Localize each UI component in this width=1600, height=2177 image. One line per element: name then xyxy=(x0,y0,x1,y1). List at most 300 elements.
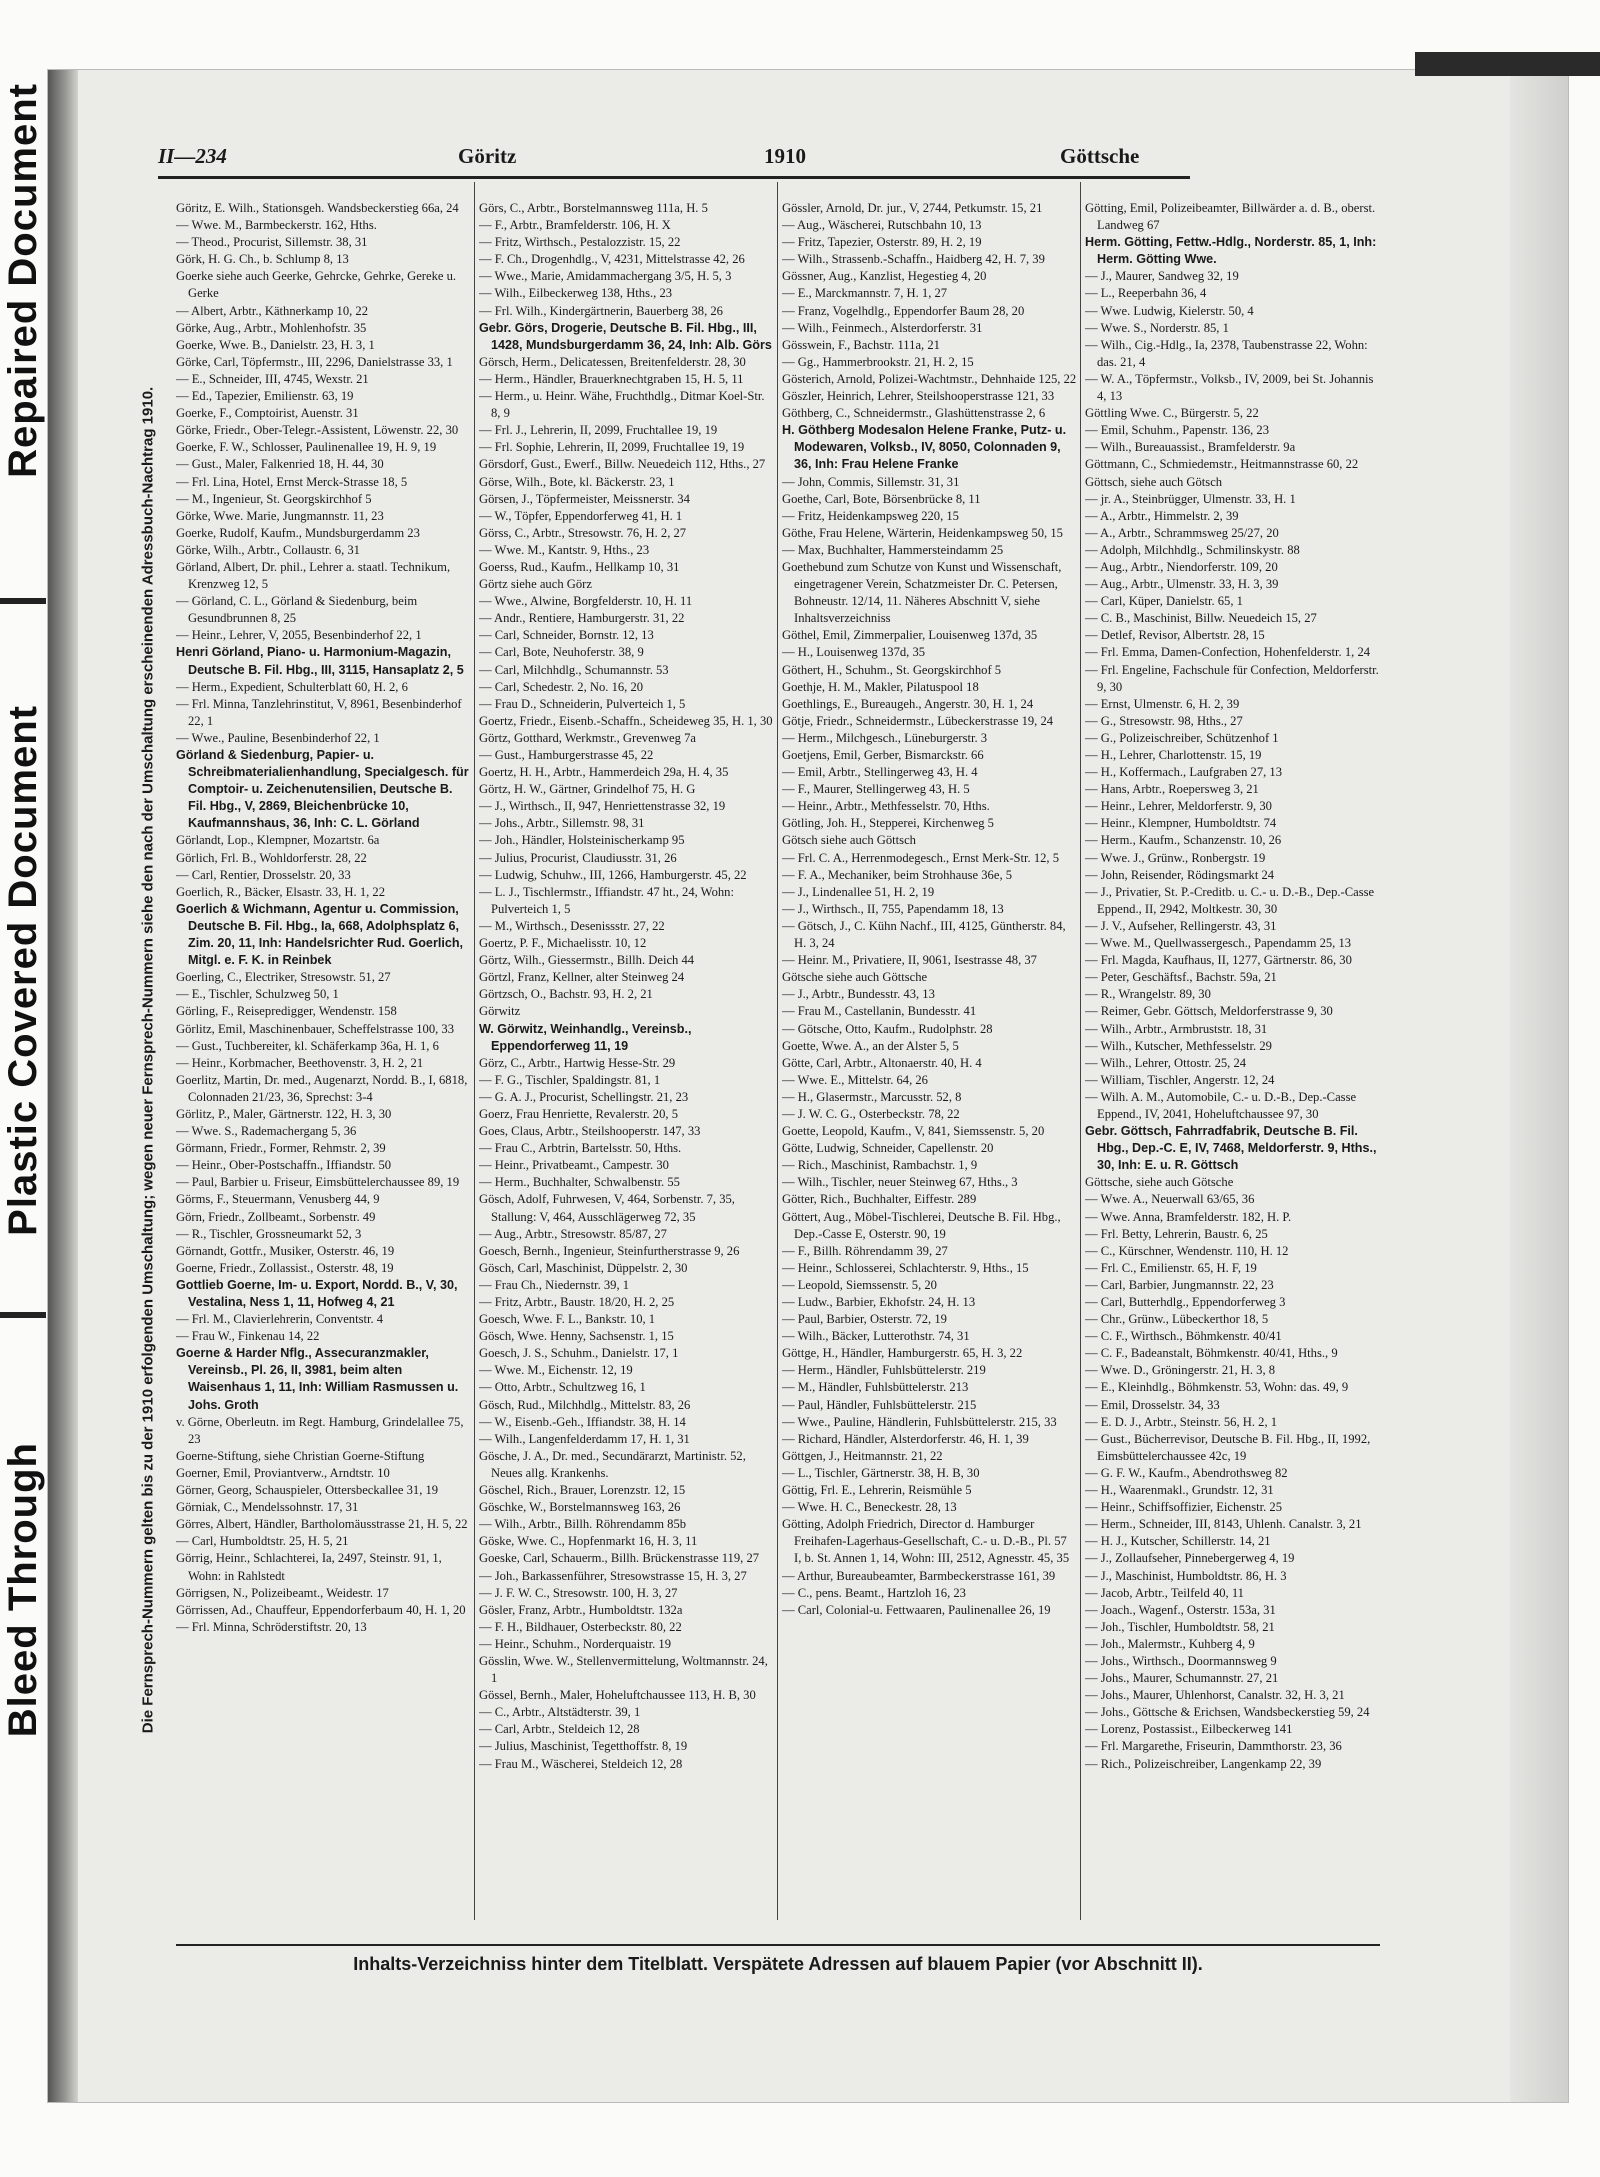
directory-entry: — Gust., Tuchbereiter, kl. Schäferkamp 36a, H. 1, 6 xyxy=(176,1038,439,1053)
directory-entry: Goertz, H. H., Arbtr., Hammerdeich 29a, H. 4, 35 xyxy=(479,765,729,780)
directory-entry: Göttgen, J., Heitmannstr. 21, 22 xyxy=(782,1448,943,1463)
directory-entry: — Wwe., Marie, Amidammachergang 3/5, H. 5, 3 xyxy=(479,269,732,284)
directory-entry: — Ernst, Ulmenstr. 6, H. 2, 39 xyxy=(1085,696,1240,711)
directory-entry: Göszler, Heinrich, Lehrer, Steilshooperstrasse 121, 33 xyxy=(782,389,1055,404)
directory-entry: — Richard, Händler, Alsterdorferstr. 46, H. 1, 39 xyxy=(782,1431,1029,1446)
directory-entry: — F., Maurer, Stellingerweg 43, H. 5 xyxy=(782,782,970,797)
directory-entry: Göschke, W., Borstelmannsweg 163, 26 xyxy=(479,1500,681,1515)
directory-entry: — Wilh., Langenfelderdamm 17, H. 1, 31 xyxy=(479,1431,690,1446)
directory-entry: — M., Händler, Fuhlsbüttelerstr. 213 xyxy=(782,1380,969,1395)
directory-entry: — Wilh., Kutscher, Methfesselstr. 29 xyxy=(1085,1038,1272,1053)
directory-entry: — Frl. Lina, Hotel, Ernst Merck-Strasse 18, 5 xyxy=(176,474,408,489)
directory-entry: Gössel, Bernh., Maler, Hoheluftchaussee 113, H. B, 30 xyxy=(479,1688,756,1703)
directory-entry: — Peter, Geschäftsf., Bachstr. 59a, 21 xyxy=(1085,970,1277,985)
directory-entry: — C. F., Wirthsch., Böhmkenstr. 40/41 xyxy=(1085,1329,1282,1344)
column-divider xyxy=(474,182,475,1920)
directory-entry: Görlich, Frl. B., Wohldorferstr. 28, 22 xyxy=(176,850,367,865)
stamp-separator xyxy=(0,598,46,604)
directory-entry: — Detlef, Revisor, Albertstr. 28, 15 xyxy=(1085,628,1265,643)
directory-entry: — Andr., Rentiere, Hamburgerstr. 31, 22 xyxy=(479,611,685,626)
directory-entry: — Heinr., Lehrer, V, 2055, Besenbinderhof 22, 1 xyxy=(176,628,422,643)
page-tab xyxy=(1415,52,1600,76)
directory-entry: Götje, Friedr., Schneidermstr., Lübeckerstrasse 19, 24 xyxy=(782,713,1054,728)
directory-entry: Görtzl, Franz, Kellner, alter Steinweg 24 xyxy=(479,970,685,985)
directory-entry: — Frl. Betty, Lehrerin, Baustr. 6, 25 xyxy=(1085,1226,1268,1241)
directory-entry: — Wilh., Arbtr., Billh. Röhrendamm 85b xyxy=(479,1517,687,1532)
directory-entry: — H., Louisenweg 137d, 35 xyxy=(782,645,926,660)
directory-entry: Goetjens, Emil, Gerber, Bismarckstr. 66 xyxy=(782,748,984,762)
directory-entry: Görke, Wwe. Marie, Jungmannstr. 11, 23 xyxy=(176,508,384,523)
directory-entry: Gösch, Wwe. Henny, Sachsenstr. 1, 15 xyxy=(479,1329,674,1344)
directory-column-2 xyxy=(479,200,774,1920)
directory-entry: Görlitz, Emil, Maschinenbauer, Scheffelstrasse 100, 33 xyxy=(176,1021,455,1036)
directory-entry: Goerke, F., Comptoirist, Auenstr. 31 xyxy=(176,406,359,421)
directory-entry: Goerne & Harder Nflg., Assecuranzmakler, Vereinsb., Pl. 26, II, 3981, beim alten Waisenhaus 1, 11, Inh: William Rasmussen u. Johs. Groth xyxy=(176,1346,459,1412)
directory-entry: Götling, Joh. H., Stepperei, Kirchenweg 5 xyxy=(782,816,994,831)
page-binding-shadow xyxy=(48,70,78,2102)
directory-entry: — W. A., Töpfermstr., Volksb., IV, 2009, bei St. Johannis 4, 13 xyxy=(1085,371,1374,404)
directory-entry: Gösch, Adolf, Fuhrwesen, V, 464, Sorbenstr. 7, 35, Stallung: V, 464, Ausschlägerweg 72, 35 xyxy=(479,1192,735,1224)
directory-entry: Görms, F., Steuermann, Venusberg 44, 9 xyxy=(176,1192,380,1207)
directory-entry: Gösch, Rud., Milchhdlg., Mittelstr. 83, 26 xyxy=(479,1397,691,1412)
footer-rule xyxy=(176,1944,1380,1946)
directory-entry: Gottlieb Goerne, Im- u. Export, Nordd. B., V, 30, Vestalina, Ness 1, 11, Hofweg 4, 21 xyxy=(176,1277,458,1309)
directory-entry: v. Görne, Oberleutn. im Regt. Hamburg, Grindelallee 75, 23 xyxy=(176,1414,464,1446)
directory-entry: Göske, Wwe. C., Hopfenmarkt 16, H. 3, 11 xyxy=(479,1534,698,1549)
directory-entry: — Herm., Händler, Fuhlsbüttelerstr. 219 xyxy=(782,1363,986,1378)
directory-entry: — Carl, Rentier, Drosselstr. 20, 33 xyxy=(176,867,351,882)
directory-entry: W. Görwitz, Weinhandlg., Vereinsb., Eppendorferweg 11, 19 xyxy=(479,1021,692,1053)
directory-entry: Götsche siehe auch Göttsche xyxy=(782,970,928,985)
directory-entry: — Frl. Wilh., Kindergärtnerin, Bauerberg 38, 26 xyxy=(479,303,723,318)
directory-entry: Görland, Albert, Dr. phil., Lehrer a. staatl. Technikum, Krenzweg 12, 5 xyxy=(176,559,451,592)
directory-entry: Gössner, Aug., Kanzlist, Hegestieg 4, 20 xyxy=(782,269,987,284)
directory-entry: — Wilh., Strassenb.-Schaffn., Haidberg 42, H. 7, 39 xyxy=(782,252,1045,267)
directory-entry: — Gust., Maler, Falkenried 18, H. 44, 30 xyxy=(176,457,384,472)
directory-entry: Görtzsch, O., Bachstr. 93, H. 2, 21 xyxy=(479,987,653,1002)
directory-entry: — J., Privatier, St. P.-Creditb. u. C.- u. D.-B., Dep.-Casse Eppend., II, 2942, Moltkestr. 30, 30 xyxy=(1085,884,1375,916)
directory-entry: — J., Maurer, Sandweg 32, 19 xyxy=(1085,269,1239,284)
directory-entry: — Görland, C. L., Görland & Siedenburg, beim Gesundbrunnen 8, 25 xyxy=(176,594,418,626)
directory-entry: — J. V., Aufseher, Rellingerstr. 43, 31 xyxy=(1085,918,1277,933)
directory-entry: — Carl, Milchhdlg., Schumannstr. 53 xyxy=(479,662,669,677)
directory-entry: Görtz siehe auch Görz xyxy=(479,577,592,592)
directory-entry: Goerke, Wwe. B., Danielstr. 23, H. 3, 1 xyxy=(176,337,375,352)
directory-entry: — C. F., Badeanstalt, Böhmkenstr. 40/41, Hths., 9 xyxy=(1085,1346,1338,1361)
directory-entry: Gösswein, F., Bachstr. 111a, 21 xyxy=(782,337,940,352)
directory-entry: Görsdorf, Gust., Ewerf., Billw. Neuedeich 112, Hths., 27 xyxy=(479,457,766,472)
directory-entry: — John, Commis, Sillemstr. 31, 31 xyxy=(782,474,960,489)
page-header xyxy=(158,144,1190,174)
directory-entry: Gösler, Franz, Arbtr., Humboldtstr. 132a xyxy=(479,1602,683,1617)
directory-entry: — Wwe. S., Norderstr. 85, 1 xyxy=(1085,320,1229,335)
directory-entry: Goerz, Frau Henriette, Revalerstr. 20, 5 xyxy=(479,1106,678,1121)
side-note: Die Fernsprech-Nummern gelten bis zu der 1910 erfolgenden Umschaltung; wegen neuer Fernsprech-Nummern siehe den nach der Umschaltung erscheinenden Adressbuch-Nachtrag 1910. xyxy=(139,386,157,1734)
directory-entry: Goette, Wwe. A., an der Alster 5, 5 xyxy=(782,1038,959,1053)
column-divider xyxy=(1080,182,1081,1920)
directory-entry: — Carl, Schedestr. 2, No. 16, 20 xyxy=(479,679,644,694)
directory-entry: — Julius, Maschinist, Tegetthoffstr. 8, 19 xyxy=(479,1739,688,1754)
directory-entry: Görwitz xyxy=(479,1004,521,1019)
directory-entry: — Frau Ch., Niedernstr. 39, 1 xyxy=(479,1277,630,1292)
directory-entry: — F. A., Mechaniker, beim Strohhause 36e, 5 xyxy=(782,867,1013,882)
directory-entry: — Paul, Händler, Fuhlsbüttelerstr. 215 xyxy=(782,1397,977,1412)
directory-entry: — M., Wirthsch., Desenissstr. 27, 22 xyxy=(479,918,665,933)
header-last-entry: Göttsche xyxy=(1060,144,1140,168)
directory-entry: Görtz, Gotthard, Werkmstr., Grevenweg 7a xyxy=(479,730,696,745)
directory-entry: Götte, Ludwig, Schneider, Capellenstr. 20 xyxy=(782,1141,994,1156)
directory-entry: — H., Lehrer, Charlottenstr. 15, 19 xyxy=(1085,748,1262,762)
directory-entry: — Wwe. D., Gröningerstr. 21, H. 3, 8 xyxy=(1085,1363,1276,1378)
directory-entry: Görsch, Herm., Delicatessen, Breitenfelderstr. 28, 30 xyxy=(479,354,746,369)
directory-entry: — J. F. W. C., Stresowstr. 100, H. 3, 27 xyxy=(479,1585,678,1600)
directory-entry: Götsch siehe auch Göttsch xyxy=(782,833,916,848)
directory-entry: — Heinr., Arbtr., Methfesselstr. 70, Hths. xyxy=(782,799,990,814)
directory-entry: Göttsche, siehe auch Götsche xyxy=(1085,1175,1234,1190)
header-rule xyxy=(158,176,1190,179)
directory-entry: — F. G., Tischler, Spaldingstr. 81, 1 xyxy=(479,1072,661,1087)
directory-entry: — William, Tischler, Angerstr. 12, 24 xyxy=(1085,1072,1275,1087)
directory-entry: Görsen, J., Töpfermeister, Meissnerstr. 34 xyxy=(479,491,690,506)
directory-entry: — Frl. Magda, Kaufhaus, II, 1277, Gärtnerstr. 86, 30 xyxy=(1085,953,1352,968)
directory-entry: — W., Eisenb.-Geh., Iffiandstr. 38, H. 14 xyxy=(479,1414,686,1429)
directory-entry: — Herm., Händler, Brauerknechtgraben 15, H. 5, 11 xyxy=(479,371,744,386)
directory-entry: — Wwe., Pauline, Besenbinderhof 22, 1 xyxy=(176,730,380,745)
directory-entry: — Emil, Arbtr., Stellingerweg 43, H. 4 xyxy=(782,765,978,780)
directory-entry: Gösche, J. A., Dr. med., Secundärarzt, Martinistr. 52, Neues allg. Krankenhs. xyxy=(479,1448,746,1480)
directory-entry: — Arthur, Bureaubeamter, Barmbeckerstrasse 161, 39 xyxy=(782,1568,1056,1583)
directory-entry: — Aug., Arbtr., Stresowstr. 85/87, 27 xyxy=(479,1226,667,1241)
directory-entry: — E., Tischler, Schulzweg 50, 1 xyxy=(176,987,339,1002)
directory-entry: Görke, Wilh., Arbtr., Collaustr. 6, 31 xyxy=(176,542,360,557)
directory-entry: — Heinr., Privatbeamt., Campestr. 30 xyxy=(479,1158,669,1173)
directory-entry: — Emil, Drosselstr. 34, 33 xyxy=(1085,1397,1220,1412)
directory-entry: — Adolph, Milchhdlg., Schmilinskystr. 88 xyxy=(1085,542,1300,557)
directory-entry: — Aug., Wäscherei, Rutschbahn 10, 13 xyxy=(782,218,982,233)
directory-entry: — Max, Buchhalter, Hammersteindamm 25 xyxy=(782,542,1004,557)
directory-entry: — Heinr. M., Privatiere, II, 9061, Isestrasse 48, 37 xyxy=(782,953,1037,968)
directory-entry: Goethebund zum Schutze von Kunst und Wissenschaft, eingetragener Verein, Schatzmeister Dr. C. Petersen, Bohneustr. 12/14, 11. Näheres Abschnitt V, siehe Inhaltsverzeichniss xyxy=(782,559,1062,626)
directory-entry: Goerke siehe auch Geerke, Gehrcke, Gehrke, Gereke u. Gerke xyxy=(176,269,457,301)
directory-entry: — Franz, Vogelhdlg., Eppendorfer Baum 28, 20 xyxy=(782,303,1025,318)
directory-entry: — Wwe. M., Quellwassergesch., Papendamm 25, 13 xyxy=(1085,936,1352,951)
directory-entry: — Wwe. S., Rademachergang 5, 36 xyxy=(176,1124,357,1139)
directory-entry: Goerling, C., Electriker, Stresowstr. 51, 27 xyxy=(176,970,391,985)
directory-entry: Görrigsen, N., Polizeibeamt., Weidestr. 17 xyxy=(176,1585,389,1600)
directory-entry: — Ludwig, Schuhw., III, 1266, Hamburgerstr. 45, 22 xyxy=(479,867,747,882)
directory-entry: — F. Ch., Drogenhdlg., V, 4231, Mittelstrasse 42, 26 xyxy=(479,252,745,267)
directory-entry: — Herm., Schneider, III, 8143, Uhlenh. Canalstr. 3, 21 xyxy=(1085,1517,1362,1532)
directory-entry: — Wilh., Lehrer, Ottostr. 25, 24 xyxy=(1085,1055,1247,1070)
directory-entry: — Johs., Arbtr., Sillemstr. 98, 31 xyxy=(479,816,645,831)
directory-entry: — A., Arbtr., Schrammsweg 25/27, 20 xyxy=(1085,525,1279,540)
directory-entry: — C., Arbtr., Altstädterstr. 39, 1 xyxy=(479,1705,641,1720)
directory-entry: Göttling Wwe. C., Bürgerstr. 5, 22 xyxy=(1085,406,1259,421)
directory-entry: — Heinr., Klempner, Humboldtstr. 74 xyxy=(1085,816,1277,831)
directory-entry: Goertz, Friedr., Eisenb.-Schaffn., Scheideweg 35, H. 1, 30 xyxy=(479,713,773,728)
directory-entry: — F., Billh. Röhrendamm 39, 27 xyxy=(782,1243,948,1258)
directory-entry: Görtz, Wilh., Giessermstr., Billh. Deich 44 xyxy=(479,953,695,968)
directory-entry: — G. F. W., Kaufm., Abendrothsweg 82 xyxy=(1085,1465,1288,1480)
directory-entry: — Frau M., Castellanin, Bundesstr. 41 xyxy=(782,1004,977,1019)
directory-entry: Goesch, Bernh., Ingenieur, Steinfurtherstrasse 9, 26 xyxy=(479,1243,740,1258)
directory-entry: — Fritz, Heidenkampsweg 220, 15 xyxy=(782,508,959,523)
directory-entry: — Herm., u. Heinr. Wähe, Fruchthdlg., Ditmar Koel-Str. 8, 9 xyxy=(479,389,765,421)
page-number: II—234 xyxy=(158,144,227,168)
directory-entry: — Johs., Maurer, Uhlenhorst, Canalstr. 32, H. 3, 21 xyxy=(1085,1688,1345,1703)
directory-entry: Görse, Wilh., Bote, kl. Bäckerstr. 23, 1 xyxy=(479,474,675,489)
directory-entry: Görtz, H. W., Gärtner, Grindelhof 75, H. G xyxy=(479,782,696,797)
directory-entry: Goerss, Rud., Kaufm., Hellkamp 10, 31 xyxy=(479,559,680,574)
directory-entry: — Chr., Grünw., Lübeckerthor 18, 5 xyxy=(1085,1312,1269,1327)
directory-entry: — Paul, Barbier u. Friseur, Eimsbüttelerchaussee 89, 19 xyxy=(176,1175,460,1190)
directory-column-3 xyxy=(782,200,1077,1920)
directory-entry: — H., Koffermach., Laufgraben 27, 13 xyxy=(1085,765,1283,780)
directory-entry: Görlandt, Lop., Klempner, Mozartstr. 6a xyxy=(176,833,380,848)
directory-entry: Göttge, H., Händler, Hamburgerstr. 65, H. 3, 22 xyxy=(782,1346,1023,1361)
directory-entry: — Wilh., Tischler, neuer Steinweg 67, Hths., 3 xyxy=(782,1175,1018,1190)
directory-entry: — Carl, Colonial-u. Fettwaaren, Paulinenallee 26, 19 xyxy=(782,1602,1051,1617)
directory-entry: — J., Maschinist, Humboldtstr. 86, H. 3 xyxy=(1085,1568,1287,1583)
directory-entry: — Carl, Bote, Neuhoferstr. 38, 9 xyxy=(479,645,644,660)
directory-entry: Görke, Carl, Töpfermstr., III, 2296, Danielstrasse 33, 1 xyxy=(176,354,453,369)
directory-entry: Götte, Carl, Arbtr., Altonaerstr. 40, H. 4 xyxy=(782,1055,982,1070)
directory-entry: — Wwe. H. C., Beneckestr. 28, 13 xyxy=(782,1500,957,1515)
directory-entry: — Albert, Arbtr., Käthnerkamp 10, 22 xyxy=(176,303,369,318)
directory-entry: — Wilh., Cig.-Hdlg., Ia, 2378, Taubenstrasse 22, Wohn: das. 21, 4 xyxy=(1085,337,1368,369)
directory-entry: — Wwe. Anna, Bramfelderstr. 182, H. P. xyxy=(1085,1209,1292,1224)
directory-entry: — Carl, Arbtr., Steldeich 12, 28 xyxy=(479,1722,640,1737)
stamp-separator xyxy=(0,1312,46,1318)
directory-entry: — Götsch, J., C. Kühn Nachf., III, 4125, Güntherstr. 84, H. 3, 24 xyxy=(782,918,1066,951)
directory-entry: Gössler, Arnold, Dr. jur., V, 2744, Petkumstr. 15, 21 xyxy=(782,201,1043,215)
directory-entry: — Otto, Arbtr., Schultzweg 16, 1 xyxy=(479,1380,646,1395)
directory-entry: Görner, Georg, Schauspieler, Ottersbeckallee 31, 19 xyxy=(176,1483,439,1498)
directory-entry: Götter, Rich., Buchhalter, Eiffestr. 289 xyxy=(782,1192,977,1207)
directory-entry: — H. J., Kutscher, Schillerstr. 14, 21 xyxy=(1085,1534,1271,1549)
stamp-plastic-covered-document: Plastic Covered Document xyxy=(0,704,45,1236)
directory-entry: Görmann, Friedr., Former, Rehmstr. 2, 39 xyxy=(176,1141,386,1156)
directory-entry: — Fritz, Tapezier, Osterstr. 89, H. 2, 19 xyxy=(782,235,982,250)
directory-entry: — L., Tischler, Gärtnerstr. 38, H. B, 30 xyxy=(782,1465,980,1480)
directory-entry: Goes, Claus, Arbtr., Steilshooperstr. 147, 33 xyxy=(479,1124,701,1139)
directory-entry: Göthberg, C., Schneidermstr., Glashüttenstrasse 2, 6 xyxy=(782,406,1046,421)
directory-entry: Gösch, Carl, Maschinist, Düppelstr. 2, 30 xyxy=(479,1260,688,1275)
directory-entry: — Frl. Sophie, Lehrerin, II, 2099, Fruchtallee 19, 19 xyxy=(479,440,745,455)
directory-entry: — G., Polizeischreiber, Schützenhof 1 xyxy=(1085,730,1279,745)
directory-entry: Görss, C., Arbtr., Stresowstr. 76, H. 2, 27 xyxy=(479,525,687,540)
directory-entry: Görrissen, Ad., Chauffeur, Eppendorferbaum 40, H. 1, 20 xyxy=(176,1602,466,1617)
directory-entry: — Wwe., Pauline, Händlerin, Fuhlsbüttelerstr. 215, 33 xyxy=(782,1414,1057,1429)
directory-entry: Görland & Siedenburg, Papier- u. Schreibmaterialienhandlung, Specialgesch. für Comptoir- u. Zeichenutensilien, Deutsche B. Fil. Hbg., V, 2869, Bleichenbrücke 10, Kaufmannshaus, 36, Inh: C. L. Görland xyxy=(176,748,469,831)
directory-entry: — J., Lindenallee 51, H. 2, 19 xyxy=(782,884,935,899)
directory-entry: — Rich., Maschinist, Rambachstr. 1, 9 xyxy=(782,1158,978,1173)
directory-entry: Goerlich, R., Bäcker, Elsastr. 33, H. 1, 22 xyxy=(176,884,386,899)
directory-entry: — A., Arbtr., Himmelstr. 2, 39 xyxy=(1085,508,1239,523)
directory-entry: Görrig, Heinr., Schlachterei, Ia, 2497, Steinstr. 91, 1, Wohn: in Rahlstedt xyxy=(176,1551,442,1583)
directory-entry: — F., Arbtr., Bramfelderstr. 106, H. X xyxy=(479,218,671,233)
directory-entry: — E., Kleinhdlg., Böhmkenstr. 53, Wohn: das. 49, 9 xyxy=(1085,1380,1349,1395)
directory-entry: — jr. A., Steinbrügger, Ulmenstr. 33, H. 1 xyxy=(1085,491,1296,506)
directory-entry: — Wwe. Ludwig, Kielerstr. 50, 4 xyxy=(1085,303,1254,318)
directory-entry: Göthel, Emil, Zimmerpalier, Louisenweg 137d, 35 xyxy=(782,628,1038,643)
directory-entry: Goertz, P. F., Michaelisstr. 10, 12 xyxy=(479,936,647,951)
directory-entry: — J. W. C. G., Osterbeckstr. 78, 22 xyxy=(782,1106,960,1121)
directory-entry: Goerlich & Wichmann, Agentur u. Commission, Deutsche B. Fil. Hbg., Ia, 668, Adolphsplatz 6, Zim. 20, 11, Inh: Handelsrichter Rud. Goerlich, Mitgl. e. F. K. in Reinbek xyxy=(176,901,464,968)
page-edge xyxy=(1510,70,1568,2102)
directory-entry: — Frl. Engeline, Fachschule für Confection, Meldorferstr. 9, 30 xyxy=(1085,662,1379,694)
directory-entry: Görniak, C., Mendelssohnstr. 17, 31 xyxy=(176,1500,359,1515)
directory-entry: — H., Glasermstr., Marcusstr. 52, 8 xyxy=(782,1089,962,1104)
directory-entry: Goerke, Rudolf, Kaufm., Mundsburgerdamm 23 xyxy=(176,525,420,540)
directory-entry: Göttert, Aug., Möbel-Tischlerei, Deutsche B. Fil. Hbg., Dep.-Casse E, Osterstr. 90, 19 xyxy=(782,1209,1061,1241)
directory-entry: — Johs., Wirthsch., Doormannsweg 9 xyxy=(1085,1653,1277,1668)
directory-entry: Goesch, Wwe. F. L., Bankstr. 10, 1 xyxy=(479,1312,656,1327)
directory-entry: — Joh., Barkassenführer, Stresowstrasse 15, H. 3, 27 xyxy=(479,1568,747,1583)
directory-entry: Goethlings, E., Bureaugeh., Angerstr. 30, H. 1, 24 xyxy=(782,696,1034,711)
header-year: 1910 xyxy=(764,144,806,168)
directory-entry: — Carl, Schneider, Bornstr. 12, 13 xyxy=(479,628,654,643)
directory-entry: — Frau C., Arbtrin, Bartelsstr. 50, Hths. xyxy=(479,1141,682,1156)
directory-entry: Görk, H. G. Ch., b. Schlump 8, 13 xyxy=(176,252,349,267)
directory-entry: — Joach., Wagenf., Osterstr. 153a, 31 xyxy=(1085,1602,1276,1617)
directory-entry: — Heinr., Lehrer, Meldorferstr. 9, 30 xyxy=(1085,799,1272,814)
directory-entry: — C., Kürschner, Wendenstr. 110, H. 12 xyxy=(1085,1243,1289,1258)
directory-entry: — Herm., Milchgesch., Lüneburgerstr. 3 xyxy=(782,730,988,745)
directory-entry: — Paul, Barbier, Osterstr. 72, 19 xyxy=(782,1312,947,1327)
directory-entry: — Frl. Minna, Schröderstiftstr. 20, 13 xyxy=(176,1619,367,1634)
directory-entry: Göttmann, C., Schmiedemstr., Heitmannstrasse 60, 22 xyxy=(1085,457,1359,472)
directory-entry: — Frl. Emma, Damen-Confection, Hohenfelderstr. 1, 24 xyxy=(1085,645,1371,660)
directory-entry: Henri Görland, Piano- u. Harmonium-Magazin, Deutsche B. Fil. Hbg., III, 3115, Hansaplatz 2, 5 xyxy=(176,645,464,677)
directory-column-4 xyxy=(1085,200,1380,1920)
directory-entry: — L., Reeperbahn 36, 4 xyxy=(1085,286,1207,301)
directory-entry: — M., Ingenieur, St. Georgskirchhof 5 xyxy=(176,491,372,506)
directory-entry: Görres, Albert, Händler, Bartholomäusstrasse 21, H. 5, 22 xyxy=(176,1517,468,1532)
column-divider xyxy=(777,182,778,1920)
directory-entry: Görlitz, P., Maler, Gärtnerstr. 122, H. 3, 30 xyxy=(176,1106,392,1121)
directory-entry: — Herm., Kaufm., Schanzenstr. 10, 26 xyxy=(1085,833,1282,848)
directory-entry: — C. B., Maschinist, Billw. Neuedeich 15, 27 xyxy=(1085,611,1317,626)
directory-entry: — Götsche, Otto, Kaufm., Rudolphstr. 28 xyxy=(782,1021,993,1036)
directory-entry: — John, Reisender, Rödingsmarkt 24 xyxy=(1085,867,1275,882)
directory-entry: Görling, F., Reisepredigger, Wendenstr. 158 xyxy=(176,1004,397,1019)
directory-entry: — Frau D., Schneiderin, Pulverteich 1, 5 xyxy=(479,696,686,711)
directory-entry: — J., Zollaufseher, Pinnebergerweg 4, 19 xyxy=(1085,1551,1295,1566)
directory-entry: H. Göthberg Modesalon Helene Franke, Putz- u. Modewaren, Volksb., IV, 8050, Colonnaden 9, 36, Inh: Frau Helene Franke xyxy=(782,423,1067,472)
directory-entry: Goesch, J. S., Schuhm., Danielstr. 17, 1 xyxy=(479,1346,679,1361)
directory-entry: Görnandt, Gottfr., Musiker, Osterstr. 46, 19 xyxy=(176,1243,395,1258)
directory-entry: — Wwe. M., Eichenstr. 12, 19 xyxy=(479,1363,633,1378)
directory-entry: — Frau W., Finkenau 14, 22 xyxy=(176,1329,320,1344)
directory-entry: — Carl, Butterhdlg., Eppendorferweg 3 xyxy=(1085,1295,1286,1309)
directory-entry: — E., Schneider, III, 4745, Wexstr. 21 xyxy=(176,371,369,386)
directory-entry: — Leopold, Siemssenstr. 5, 20 xyxy=(782,1277,937,1292)
directory-entry: Göthe, Frau Helene, Wärterin, Heidenkampsweg 50, 15 xyxy=(782,525,1063,540)
directory-entry: — Carl, Küper, Danielstr. 65, 1 xyxy=(1085,594,1243,609)
directory-entry: — G., Stresowstr. 98, Hths., 27 xyxy=(1085,713,1243,728)
directory-entry: — Herm., Expedient, Schulterblatt 60, H. 2, 6 xyxy=(176,679,408,694)
directory-entry: — Hans, Arbtr., Roepersweg 3, 21 xyxy=(1085,782,1259,797)
directory-entry: — F. H., Bildhauer, Osterbeckstr. 80, 22 xyxy=(479,1619,682,1634)
directory-entry: — Wilh., Eilbeckerweg 138, Hths., 23 xyxy=(479,286,673,301)
directory-entry: — Jacob, Arbtr., Teilfeld 40, 11 xyxy=(1085,1585,1244,1600)
directory-entry: — Wwe. J., Grünw., Ronbergstr. 19 xyxy=(1085,850,1266,865)
directory-entry: Goerner, Emil, Proviantverw., Arndtstr. 10 xyxy=(176,1465,390,1480)
directory-entry: Goerke, F. W., Schlosser, Paulinenallee 19, H. 9, 19 xyxy=(176,440,437,455)
directory-entry: — Frl. C. A., Herrenmodegesch., Ernst Merk-Str. 12, 5 xyxy=(782,850,1060,865)
directory-entry: — Frl. Margarethe, Friseurin, Dammthorstr. 23, 36 xyxy=(1085,1739,1342,1754)
directory-entry: — R., Wrangelstr. 89, 30 xyxy=(1085,987,1211,1002)
directory-entry: Goerlitz, Martin, Dr. med., Augenarzt, Nordd. B., I, 6818, Colonnaden 21/23, 36, Sprechst: 3-4 xyxy=(176,1072,468,1104)
directory-entry: — Lorenz, Postassist., Eilbeckerweg 141 xyxy=(1085,1722,1293,1737)
directory-entry: — R., Tischler, Grossneumarkt 52, 3 xyxy=(176,1226,362,1241)
directory-entry: Görs, C., Arbtr., Borstelmannsweg 111a, H. 5 xyxy=(479,201,708,215)
directory-entry: Göttig, Frl. E., Lehrerin, Reismühle 5 xyxy=(782,1483,972,1498)
directory-entry: — E., Marckmannstr. 7, H. 1, 27 xyxy=(782,286,948,301)
directory-entry: Goethe, Carl, Bote, Börsenbrücke 8, 11 xyxy=(782,491,981,506)
directory-entry: — Frl. M., Clavierlehrerin, Conventstr. 4 xyxy=(176,1312,384,1327)
directory-entry: Götting, Emil, Polizeibeamter, Billwärder a. d. B., oberst. Landweg 67 xyxy=(1085,201,1376,233)
directory-entry: Goeske, Carl, Schauerm., Billh. Brückenstrasse 119, 27 xyxy=(479,1551,760,1566)
directory-entry: — Wilh., Arbtr., Armbruststr. 18, 31 xyxy=(1085,1021,1268,1036)
directory-entry: — Heinr., Ober-Postschaffn., Iffiandstr. 50 xyxy=(176,1158,392,1173)
directory-entry: Götting, Adolph Friedrich, Director d. Hamburger Freihafen-Lagerhaus-Gesellschaft, C.- u. D.-B., Pl. 57 I, b. St. Annen 1, 14, Wohn: III, 2512, Agnesstr. 45, 35 xyxy=(782,1517,1070,1566)
directory-entry: — Ed., Tapezier, Emilienstr. 63, 19 xyxy=(176,389,354,404)
directory-entry: Herm. Götting, Fettw.-Hdlg., Norderstr. 85, 1, Inh: Herm. Götting Wwe. xyxy=(1085,235,1377,267)
directory-entry: Goerne, Friedr., Zollassist., Osterstr. 48, 19 xyxy=(176,1260,394,1275)
directory-entry: — Theod., Procurist, Sillemstr. 38, 31 xyxy=(176,235,368,250)
directory-entry: Görke, Friedr., Ober-Telegr.-Assistent, Löwenstr. 22, 30 xyxy=(176,423,459,438)
directory-entry: Göthert, H., Schuhm., St. Georgskirchhof 5 xyxy=(782,662,1002,677)
directory-entry: — E. D. J., Arbtr., Steinstr. 56, H. 2, 1 xyxy=(1085,1414,1278,1429)
directory-entry: — Emil, Schuhm., Papenstr. 136, 23 xyxy=(1085,423,1270,438)
directory-entry: — Aug., Arbtr., Ulmenstr. 33, H. 3, 39 xyxy=(1085,577,1279,592)
directory-entry: — Frl. Minna, Tanzlehrinstitut, V, 8961, Besenbinderhof 22, 1 xyxy=(176,696,462,728)
directory-entry: — Wilh., Bäcker, Lutterothstr. 74, 31 xyxy=(782,1329,970,1344)
directory-entry: — Julius, Procurist, Claudiusstr. 31, 26 xyxy=(479,850,677,865)
directory-entry: Goethje, H. M., Makler, Pilatuspool 18 xyxy=(782,679,979,694)
directory-entry: — Carl, Humboldtstr. 25, H. 5, 21 xyxy=(176,1534,349,1549)
directory-entry: — C., pens. Beamt., Hartzloh 16, 23 xyxy=(782,1585,966,1600)
directory-entry: — Aug., Arbtr., Niendorferstr. 109, 20 xyxy=(1085,559,1278,574)
directory-entry: Goerne-Stiftung, siehe Christian Goerne-Stiftung xyxy=(176,1448,425,1463)
directory-entry: — J., Wirthsch., II, 947, Henriettenstrasse 32, 19 xyxy=(479,799,726,814)
directory-entry: — Frl. C., Emilienstr. 65, H. F, 19 xyxy=(1085,1260,1257,1275)
directory-entry: — Wwe. M., Kantstr. 9, Hths., 23 xyxy=(479,542,650,557)
directory-entry: Görz, C., Arbtr., Hartwig Hesse-Str. 29 xyxy=(479,1055,676,1070)
directory-entry: — Heinr., Korbmacher, Beethovenstr. 3, H. 2, 21 xyxy=(176,1055,424,1070)
directory-entry: — Ludw., Barbier, Ekhofstr. 24, H. 13 xyxy=(782,1295,976,1309)
directory-entry: — Gust., Hamburgerstrasse 45, 22 xyxy=(479,748,654,762)
directory-entry: Göritz, E. Wilh., Stationsgeh. Wandsbeckerstieg 66a, 24 xyxy=(176,201,459,215)
directory-entry: — Wilh., Feinmech., Alsterdorferstr. 31 xyxy=(782,320,983,335)
directory-column-1 xyxy=(176,200,471,1920)
directory-entry: — Joh., Tischler, Humboldtstr. 58, 21 xyxy=(1085,1619,1275,1634)
directory-entry: — Heinr., Schuhm., Norderquaistr. 19 xyxy=(479,1636,672,1651)
directory-entry: — Johs., Maurer, Schumannstr. 27, 21 xyxy=(1085,1671,1279,1686)
directory-entry: — Reimer, Gebr. Göttsch, Meldorferstrasse 9, 30 xyxy=(1085,1004,1333,1019)
directory-entry: — Wilh., Bureauassist., Bramfelderstr. 9a xyxy=(1085,440,1296,455)
directory-entry: Görn, Friedr., Zollbeamt., Sorbenstr. 49 xyxy=(176,1209,376,1224)
directory-entry: — J., Wirthsch., II, 755, Papendamm 18, 13 xyxy=(782,901,1004,916)
directory-entry: — G. A. J., Procurist, Schellingstr. 21, 23 xyxy=(479,1089,689,1104)
stamp-repaired-document: Repaired Document xyxy=(0,82,45,478)
directory-entry: — J., Arbtr., Bundesstr. 43, 13 xyxy=(782,987,935,1002)
directory-entry: — Joh., Malermstr., Kuhberg 4, 9 xyxy=(1085,1636,1255,1651)
directory-entry: — Heinr., Schiffsoffizier, Eichenstr. 25 xyxy=(1085,1500,1282,1515)
directory-entry: Goette, Leopold, Kaufm., V, 841, Siemssenstr. 5, 20 xyxy=(782,1124,1045,1139)
